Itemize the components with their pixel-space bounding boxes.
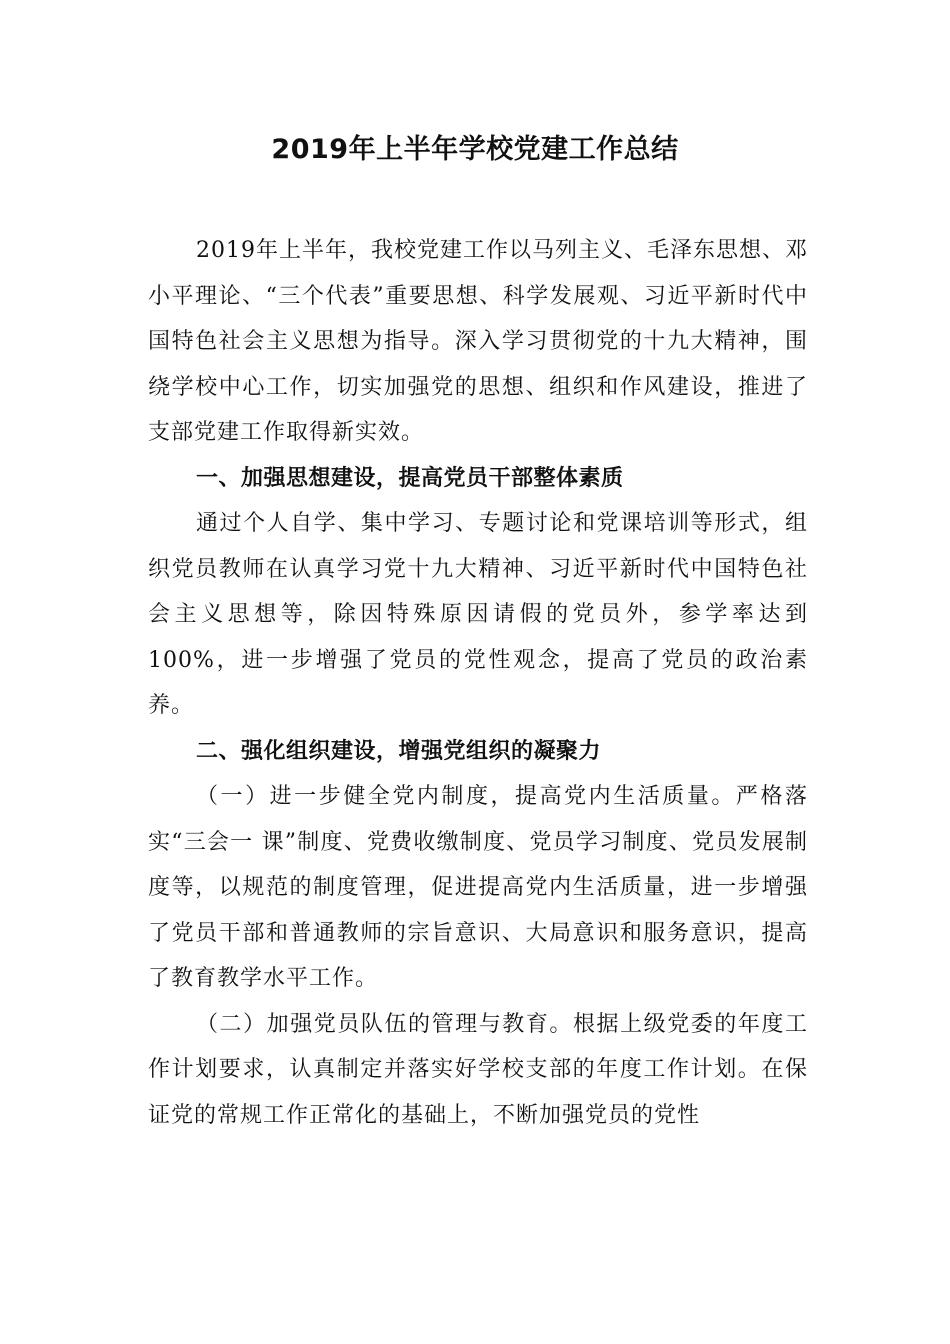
paragraph-intro: 2019年上半年，我校党建工作以马列主义、毛泽东思想、邓小平理论、“三个代表”重要思想、科学发展观、习近平新时代中国特色社会主义思想为指导。深入学习贯彻党的十九大精神，围绕学校中心工作，切实加强党的思想、组织和作风建设，推进了支部党建工作取得新实效。 bbox=[148, 238, 808, 445]
paragraph-section-1: 通过个人自学、集中学习、专题讨论和党课培训等形式，组织党员教师在认真学习党十九大精神、习近平新时代中国特色社会主义思想等，除因特殊原因请假的党员外，参学率达到100%，进一步增强了党员的党性观念，提高了党员的政治素养。 bbox=[148, 511, 808, 718]
section-heading-2: 二、强化组织建设，增强党组织的凝聚力 bbox=[196, 738, 602, 764]
paragraph-section-2-item-2: （二）加强党员队伍的管理与教育。根据上级党委的年度工作计划要求，认真制定并落实好学校支部的年度工作计划。在保证党的常规工作正常化的基础上，不断加强党员的党性 bbox=[148, 1011, 808, 1128]
paragraph-section-2-item-1: （一）进一步健全党内制度，提高党内生活质量。严格落实“三会一 课”制度、党费收缴制度、党员学习制度、党员发展制度等，以规范的制度管理，促进提高党内生活质量，进一步增强了党员干部和普通教师的宗旨意识、大局意识和服务意识，提高了教育教学水平工作。 bbox=[148, 784, 808, 991]
document-title: 2019年上半年学校党建工作总结 bbox=[271, 134, 679, 165]
section-heading-1: 一、加强思想建设，提高党员干部整体素质 bbox=[196, 465, 624, 491]
document-body bbox=[148, 228, 808, 1138]
